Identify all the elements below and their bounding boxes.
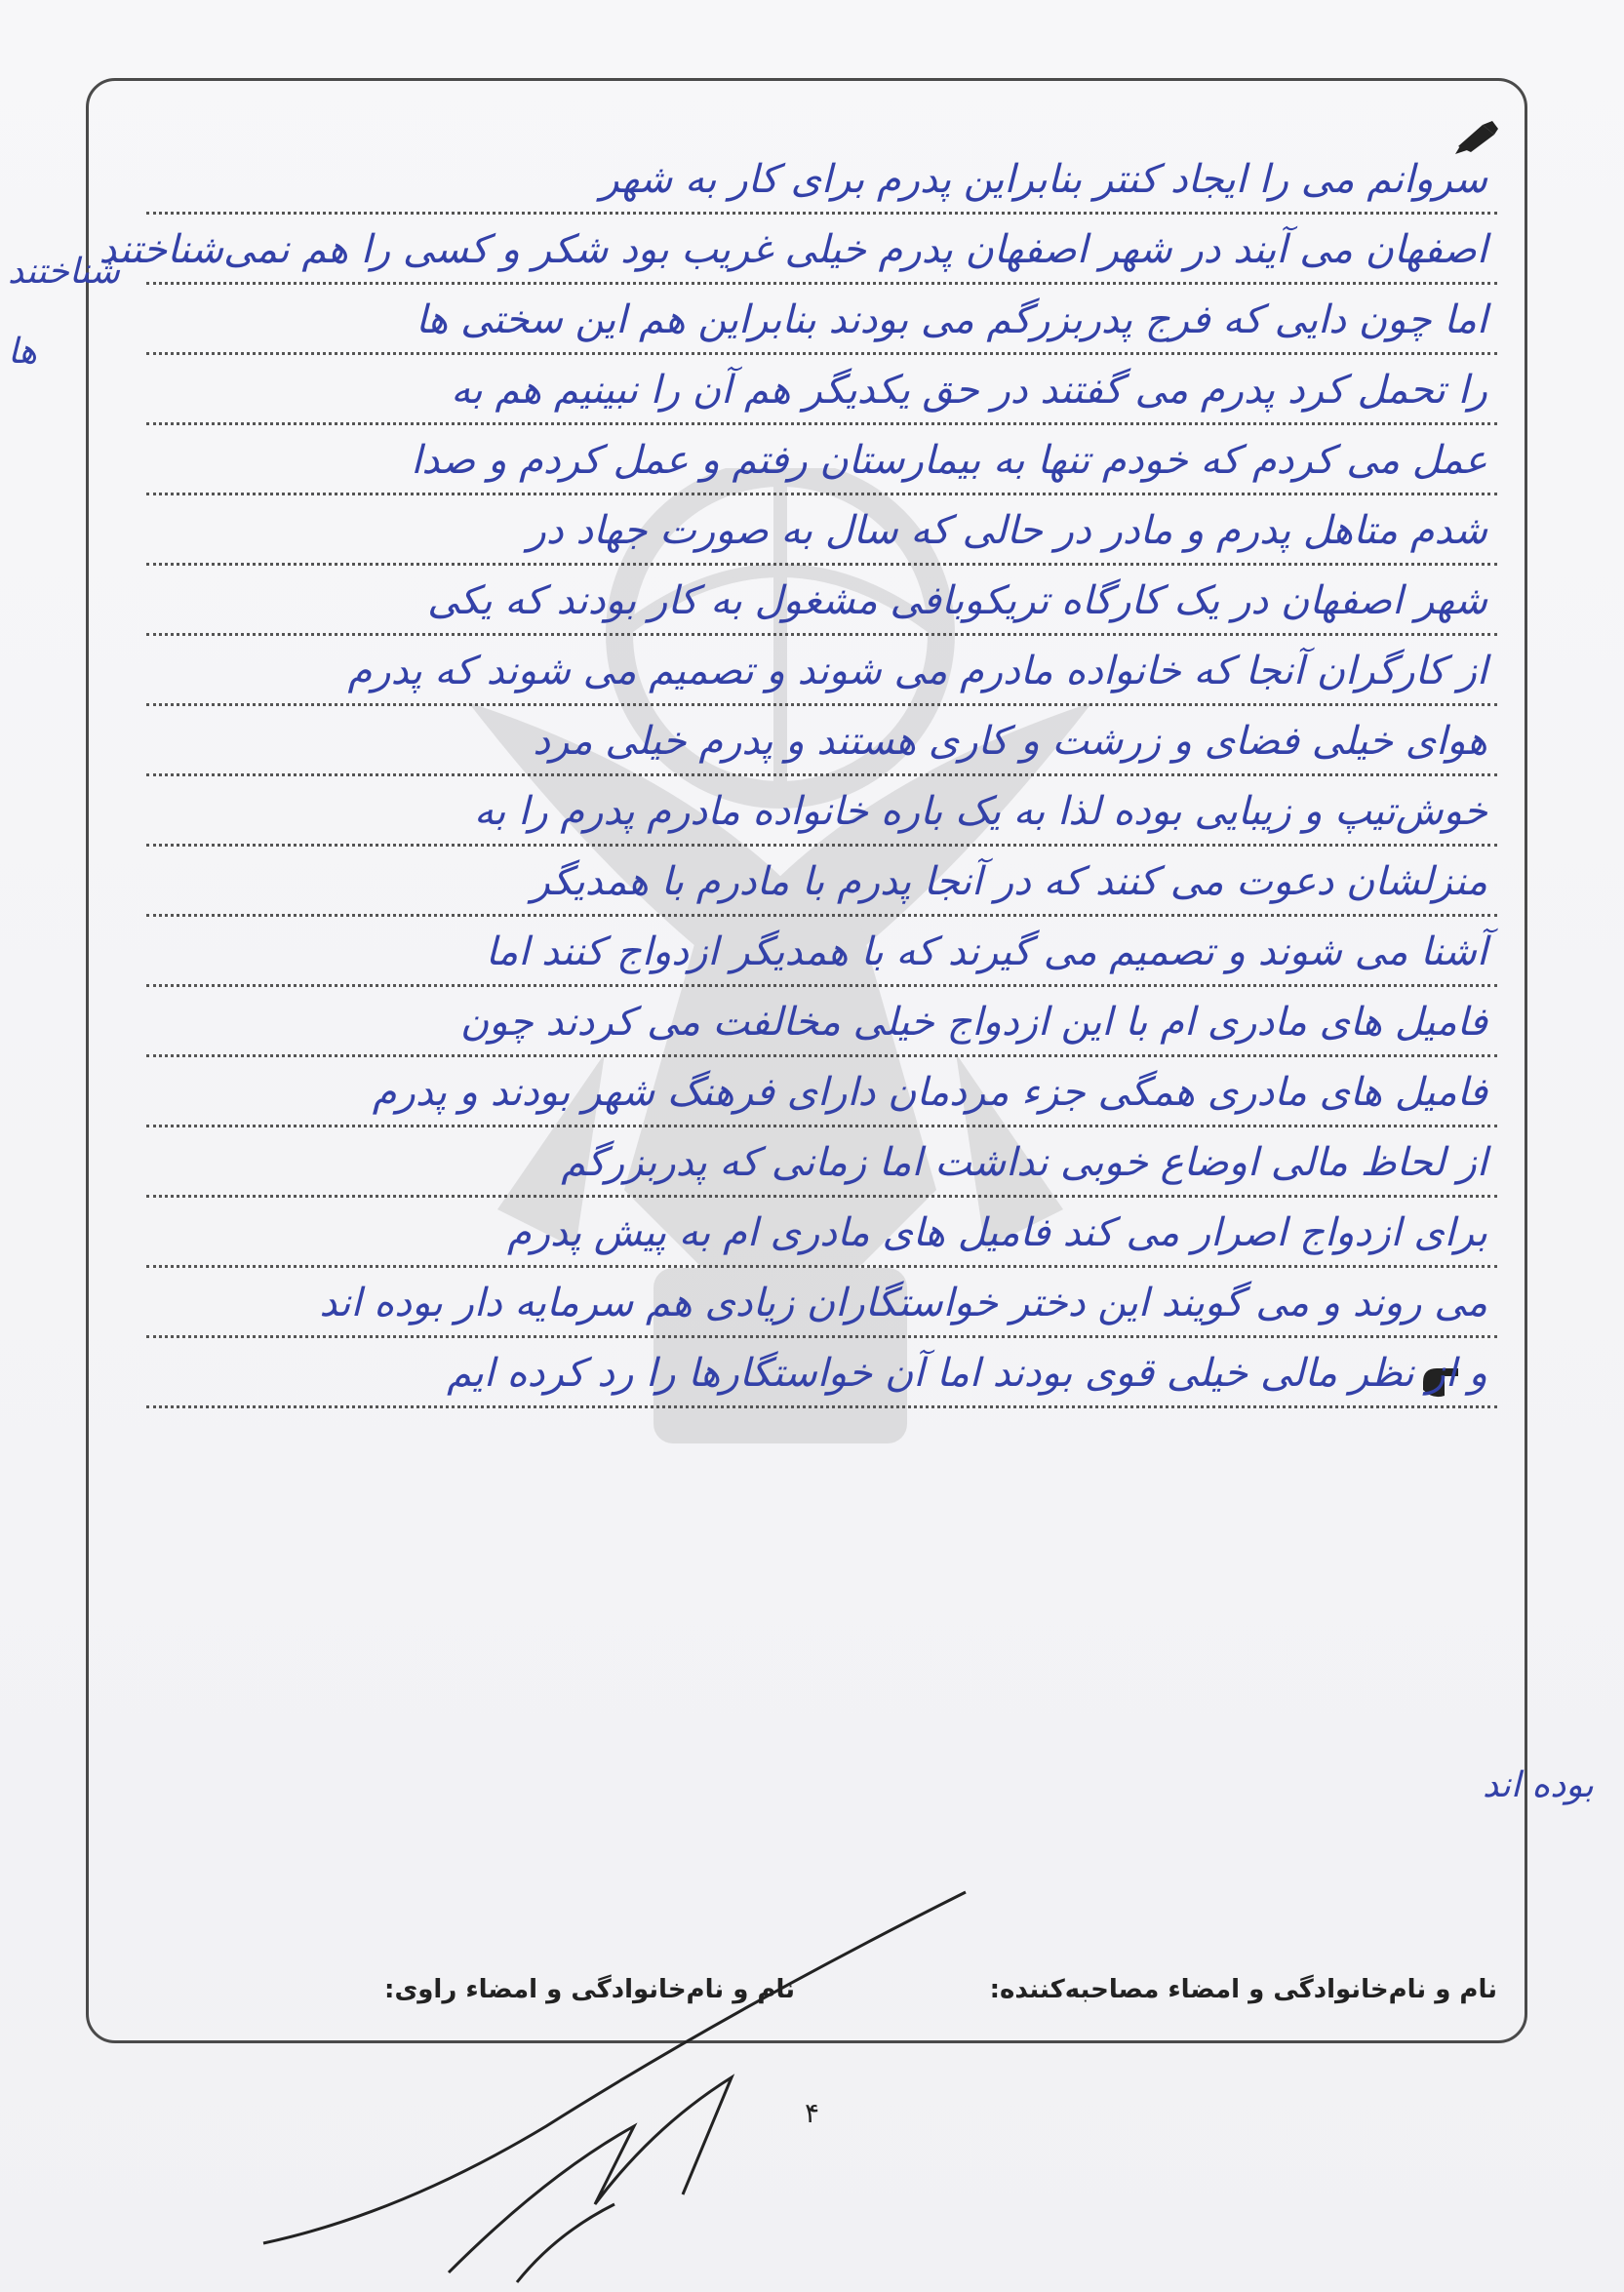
margin-note: شناختند [8, 252, 120, 292]
text-line: می روند و می گویند این دختر خواستگاران زیادی هم سرمایه دار بوده اند [146, 1241, 1497, 1338]
interviewer-signature-label: نام و نام‌خانوادگی و امضاء مصاحبه‌کننده: [989, 1975, 1497, 2004]
margin-note: بوده اند [1483, 1765, 1594, 1805]
text-line: هوای خیلی فضای و زرشت و کاری هستند و پدرم خیلی مرد [146, 679, 1497, 776]
text-line: از کارگران آنجا که خانواده مادرم می شوند و تصمیم می شوند که پدرم [146, 609, 1497, 706]
text-line: عمل می کردم که خودم تنها به بیمارستان رفتم و عمل کردم و صدا [146, 398, 1497, 495]
narrator-signature-label: نام و نام‌خانوادگی و امضاء راوی: [384, 1975, 795, 2004]
handwritten-signature [224, 1882, 1005, 2292]
text-line: و از نظر مالی خیلی قوی بودند اما آن خواستگارها را رد کرده ایم [146, 1311, 1497, 1408]
margin-note: ها [8, 332, 37, 372]
text-line: از لحاظ مالی اوضاع خوبی نداشت اما زمانی که پدربزرگم [146, 1100, 1497, 1198]
text-line: آشنا می شوند و تصمیم می گیرند که با همدیگر ازدواج کنند اما [146, 889, 1497, 987]
text-line: اصفهان می آیند در شهر اصفهان پدرم خیلی غریب بود شکر و کسی را هم نمی‌شناختند [146, 187, 1497, 285]
page-number: ۴ [804, 2097, 820, 2129]
text-line: اما چون دایی که فرج پدربزرگم می بودند بنابراین هم این سختی ها [146, 257, 1497, 355]
text-line: سروانم می را ایجاد کنتر بنابراین پدرم برای کار به شهر [146, 117, 1497, 215]
text-line: برای ازدواج اصرار می کند فامیل های مادری ام به پیش پدرم [146, 1170, 1497, 1268]
text-line: شدم متاهل پدرم و مادر در حالی که سال به صورت جهاد در [146, 468, 1497, 566]
text-line: فامیل های مادری ام با این ازدواج خیلی مخالفت می کردند چون [146, 960, 1497, 1057]
text-line: فامیل های مادری همگی جزء مردمان دارای فرهنگ شهر بودند و پدرم [146, 1030, 1497, 1127]
text-line: شهر اصفهان در یک کارگاه تریکوبافی مشغول به کار بودند که یکی [146, 538, 1497, 636]
text-line: منزلشان دعوت می کنند که در آنجا پدرم با مادرم با همدیگر [146, 819, 1497, 917]
text-line: خوش‌تیپ و زیبایی بوده لذا به یک باره خانواده مادرم پدرم را به [146, 749, 1497, 847]
text-line: را تحمل کرد پدرم می گفتند در حق یکدیگر هم آن را نبینیم هم به [146, 328, 1497, 425]
